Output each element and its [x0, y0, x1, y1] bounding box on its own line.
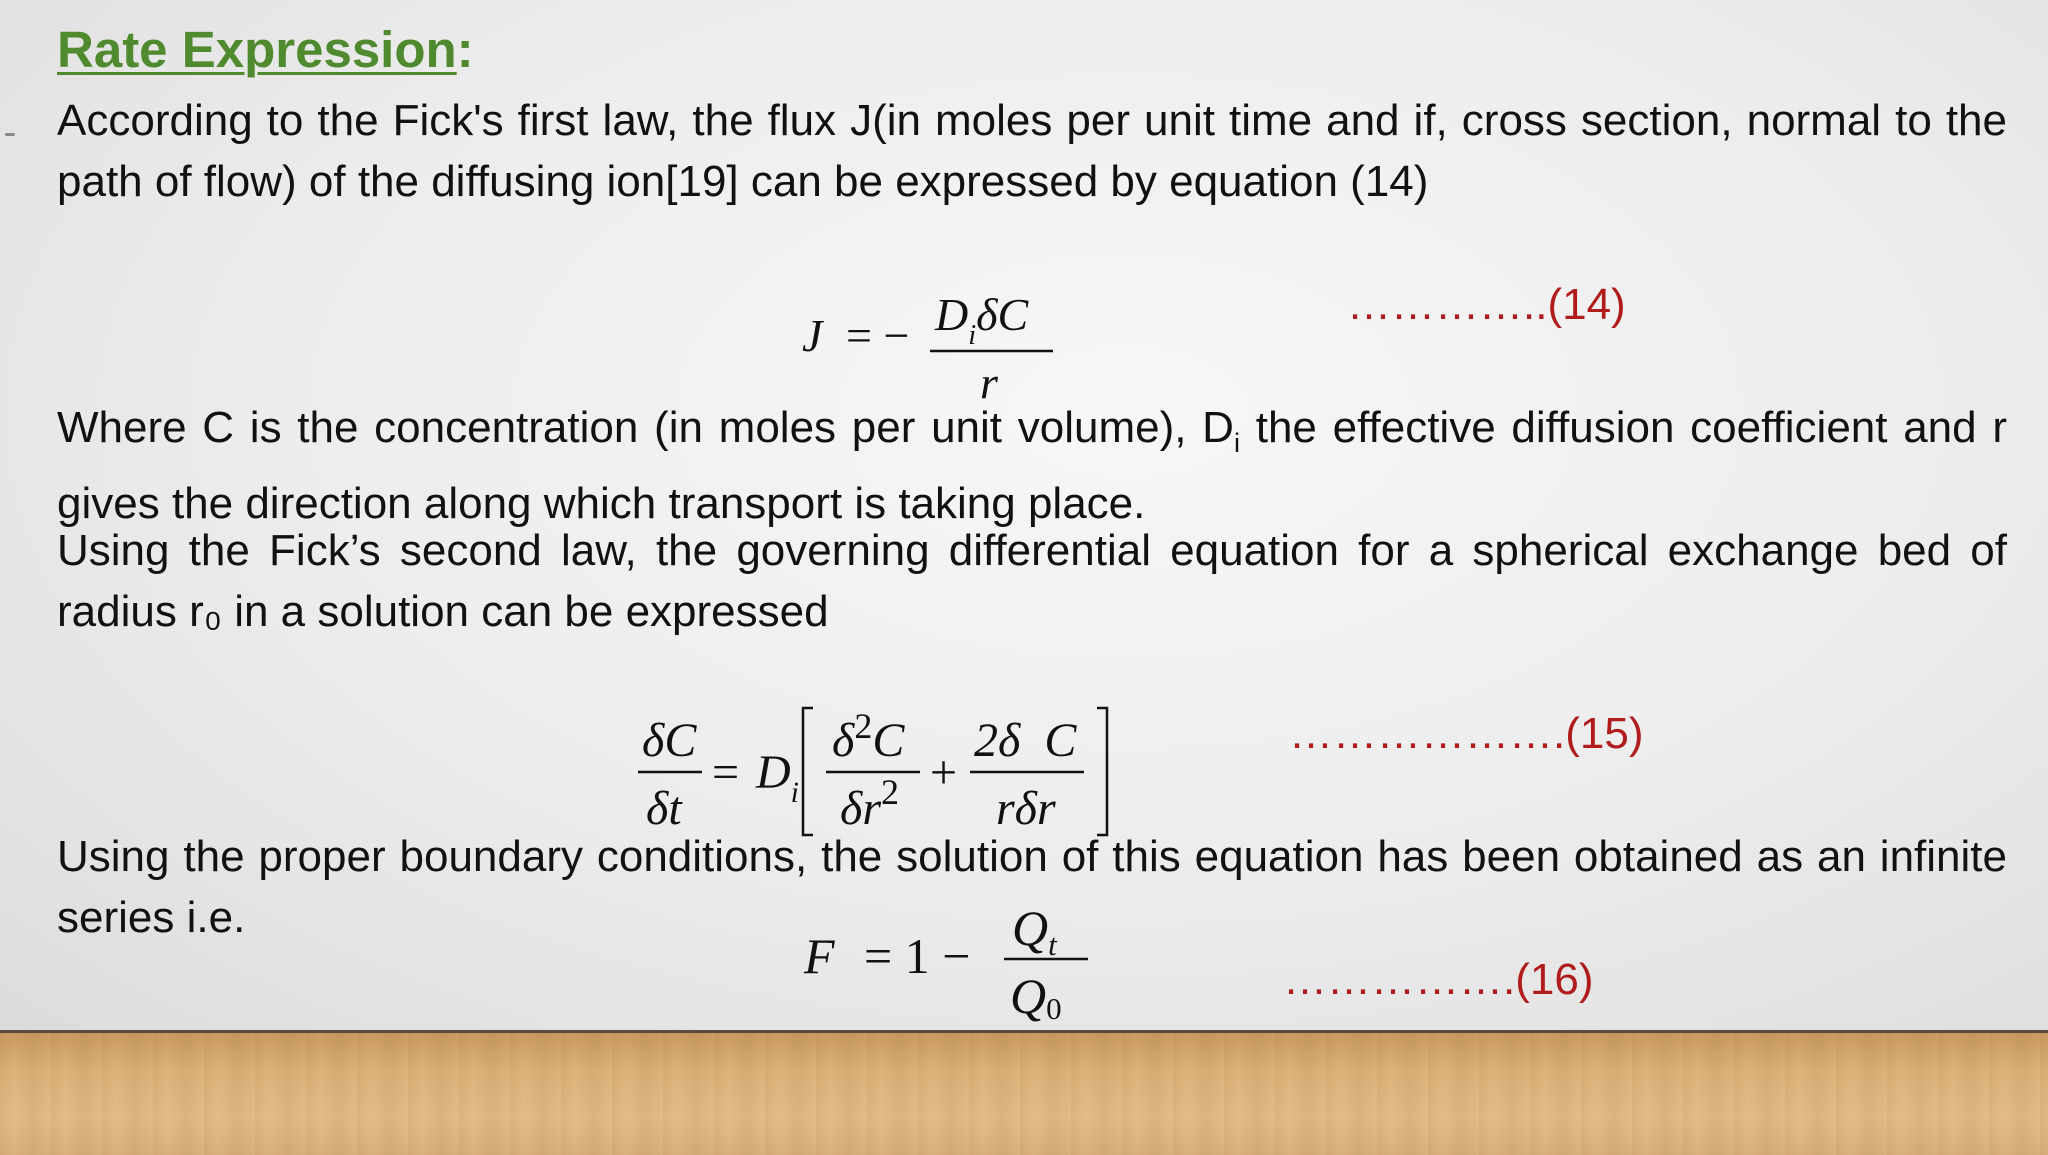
equation-number-15: ……………….(15) [1289, 709, 1644, 758]
paragraph-ficks-second-law: Using the Fick’s second law, the governing differential equation for a spherical exchange bed of radius r₀ in a solution can be expressed [57, 526, 2007, 636]
eq15-diffusion-coefficient: $D_i$ [756, 746, 799, 809]
eq14-lhs: J [802, 310, 823, 361]
eq15-right-bracket [1097, 708, 1107, 835]
eq14-denominator: r [980, 357, 998, 408]
eq16-lhs: F [804, 928, 835, 984]
slide-title: Rate Expression: [57, 21, 474, 78]
eq15-lhs-numerator: δC [642, 714, 697, 767]
eq15-lhs-denominator: δt [646, 782, 682, 835]
equation-number-16: …………….(16) [1283, 955, 1594, 1004]
eq16-equals-one-minus: = 1 − [864, 928, 971, 984]
equation-14 [780, 285, 1080, 415]
paragraph-definitions: Where C is the concentration (in moles per unit volume), $D_i$ the effective diffusion coefficient and r gives the direction along which transport is taking place. [57, 403, 2007, 528]
eq15-plus: + [930, 746, 958, 799]
eq15-left-bracket [803, 708, 813, 835]
paragraph-ficks-first-law: According to the Fick's first law, the flux J(in moles per unit time and if, cross section, normal to the path of flow) of the diffusing ion[19] can be expressed by equation (14) [57, 96, 2007, 206]
eq15-equals: = [712, 746, 740, 799]
equation-number-14: …………..(14) [1347, 280, 1626, 329]
eq14-numerator: $D_i\delta C$ [935, 289, 1029, 351]
equation-15 [630, 700, 1120, 840]
wooden-floor-background [0, 1030, 2048, 1155]
paragraph-boundary-conditions: Using the proper boundary conditions, the solution of this equation has been obtained as an infinite series i.e. [57, 832, 2007, 942]
slide-marker [5, 133, 15, 136]
eq15-term2-numerator: 2δ C [974, 714, 1077, 767]
eq16-denominator: Q0 [1010, 968, 1062, 1026]
equation-16 [790, 895, 1110, 1030]
eq15-term1-denominator: $\delta r^2$ [840, 772, 899, 835]
eq16-numerator: $Q_t$ [1012, 900, 1057, 962]
eq15-term2-denominator: rδr [996, 782, 1056, 835]
eq14-equals-minus: = − [846, 310, 910, 361]
eq15-term1-numerator: $\delta^2C$ [832, 706, 905, 767]
